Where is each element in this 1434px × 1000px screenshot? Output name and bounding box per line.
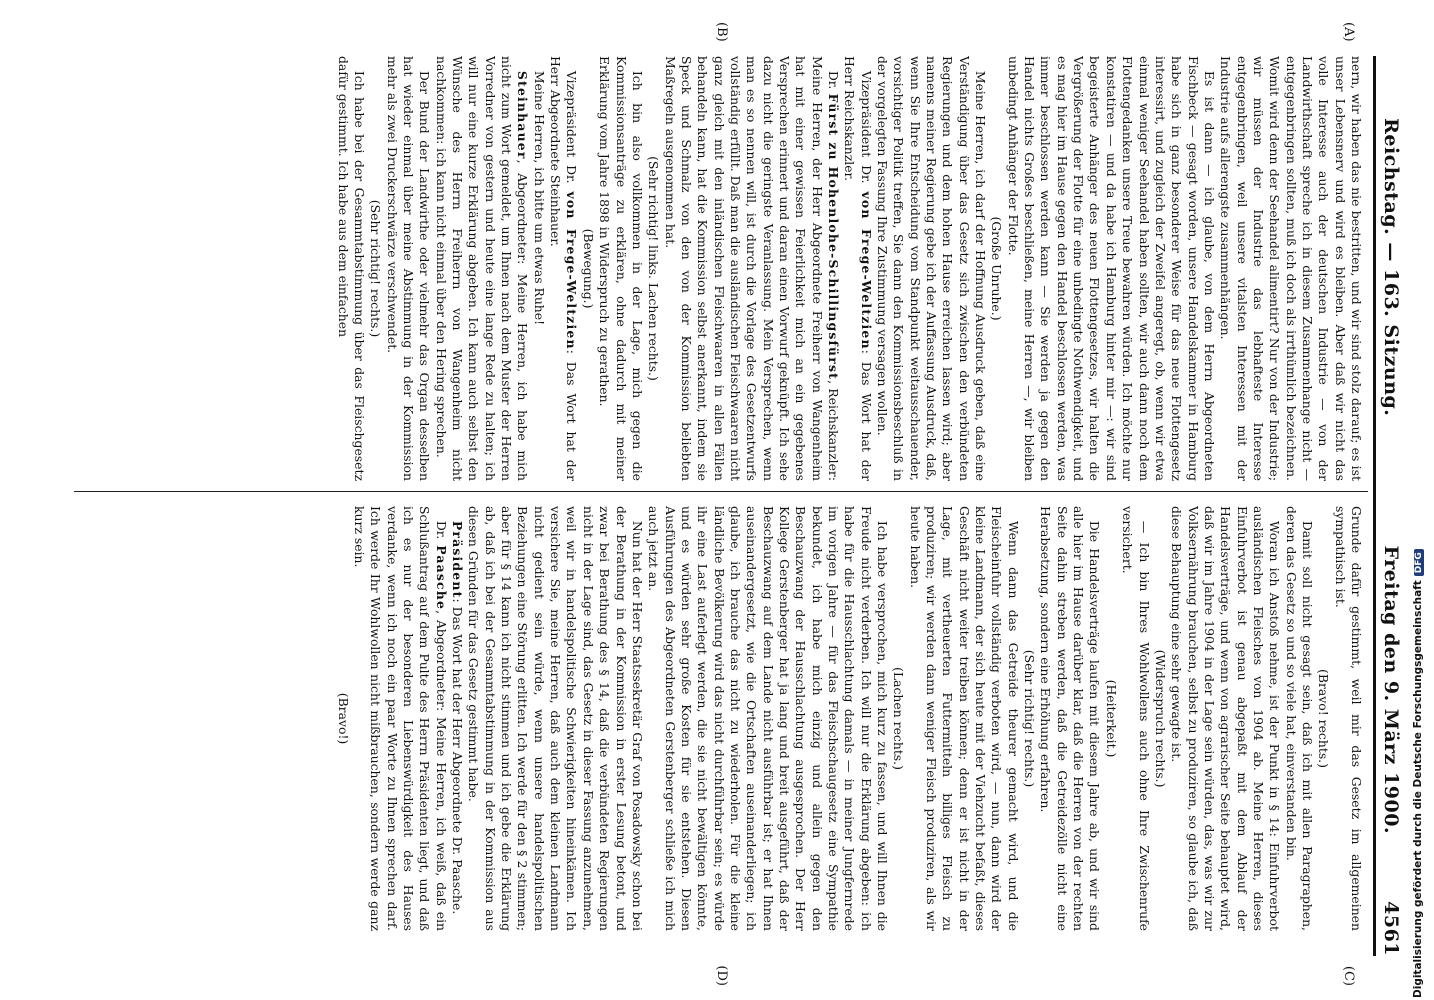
paragraph: Es ist dann — ich glaube, von dem Herrn Abgeordneten Fischbeck — gesagt worden, unsere Handelskammer in Hamburg habe sich in ganz besonderer Weise für das neue Flottengesetz interessirt, und zugleich der Zweifel angeregt, ob, wenn wir etwa einmal weniger Seehandel haben sollten, wir auch dann noch dem Flottengedanken unsere Treue bewahren würden. Ich möchte nur konstatiren — und da habe ich Hamburg hinter mir —: wir sind begeisterte Anhänger des neuen Flottengesetzes, wir halten die Vergrößerung der Flotte für eine unbedingte Nothwendigkeit, und es mag hier im Hause gegen den Handel beschlossen werden, was immer beschlossen werden kann — Sie werden ja gegen den Handel nichts Großes beschließen, meine Herren —, wir bleiben unbedingt Anhänger der Flotte.: [1005, 56, 1217, 481]
dfg-logo-icon: DFG: [1414, 549, 1424, 576]
column-divider: [74, 491, 1368, 492]
right-column: [74, 506, 1364, 931]
paragraph: Vizepräsident Dr. von Frege-Weltzien: Das Wort hat der Herr Abgeordnete Steinhauer.: [548, 56, 580, 481]
paragraph: — Ich bin Ihres Wohlwollens auch ohne Ihre Zwischenrufe versichert.: [1120, 506, 1152, 931]
paragraph: nern, wir haben das nie bestritten, und wir sind stolz darauf; es ist unser Lebensnerv und wird es bleiben. Aber daß wir nicht das volle Interesse auch der deutschen Industrie — von der Landwirthschaft spreche ich in diesem Zusammenhange nicht — entgegenbringen sollten, muß ich doch als irrthümlich bezeichnen. Womit wird denn der Seehandel alimentirt? Nur von der Industrie; wir müssen der Industrie das lebhafteste Interesse entgegenbringen, weil unsere vitalsten Interessen mit der Industrie aufs allerengste zusammenhängen.: [1218, 56, 1364, 481]
rotated-page: [34, 0, 1434, 1000]
page-number: 4561: [1380, 901, 1402, 957]
paragraph: Ich habe bei der Gesammtabstimmung über das Fleischgesetz dafür gestimmt. Ich habe aus dem einfachen: [335, 56, 368, 481]
header-rule: [1373, 56, 1376, 956]
left-column: [74, 56, 1364, 481]
footer-text: Digitalisierung gefördert durch die Deutsche Forschungsgemeinschaft: [1412, 580, 1424, 998]
paragraph: Woran ich Anstoß nehme, ist der Punkt in § 14: Einfuhrverbot ausländischen Fleisches von 1904 ab. Meine Herren, dieses Einfuhrverbot ist genau abgepaßt mit dem Ablauf der Handelsverträge, und wenn von agrarischer Seite behauptet wird, daß wir im Jahre 1904 in der Lage sein würden, das, was wir zur Volksernährung brauchen, selbst zu produziren, so glaube ich, daß diese Behauptung eine sehr gewagte ist.: [1169, 506, 1283, 931]
margin-letter-a: (A): [1341, 22, 1356, 42]
digitization-footer: [1412, 549, 1424, 998]
paragraph: (Bravo! rechts.): [1316, 669, 1332, 768]
page-header: [1380, 56, 1414, 956]
header-left-title: Reichstag. — 163. Sitzung.: [1380, 118, 1402, 417]
paragraph: (Große Unruhe.): [989, 216, 1005, 321]
paragraph: (Bravo!): [335, 692, 351, 745]
margin-letter-d: (D): [714, 965, 729, 986]
paragraph: Der Bund der Landwirthe oder vielmehr das Organ desselben hat wieder einmal über meine Abstimmung in der Kommission mehr als zwei Druckerschwärze verschwendet.: [384, 56, 433, 481]
paragraph: (Widerspruch rechts.): [1152, 649, 1168, 788]
margin-letter-b: (B): [714, 22, 729, 42]
paragraph: Ich bin also vollkommen in der Lage, mich gegen die Kommissionsanträge zu erklären, ohne dadurch mit meiner Erklärung vom Jahre 1898 in Widerspruch zu gerathen.: [597, 56, 645, 481]
paragraph: Damit soll nicht gesagt sein, daß ich mit allen Paragraphen, deren das Gesetz so und so viele hat, einverstanden bin.: [1283, 506, 1315, 931]
paragraph: (Sehr richtig! links. Lachen rechts.): [646, 156, 662, 381]
paragraph: Dr. Fürst zu Hohenlohe-Schillingsfürst, Reichskanzler: Meine Herren, der Herr Abgeordnete Freiherr von Wangenheim hat mit einer gewissen Feierlichkeit mich an ein gegebenes Versprechen erinnert und daran einen Vorwurf geknüpft. Ich sehe dazu nicht die geringste Veranlassung. Mein Versprechen, wenn man es so nennen will, ist durch die Vorlage des Gesetzentwurfs vollständig erfüllt. Daß man die ausländischen Fleischwaaren nicht ganz gleich mit den inländischen Fleischwaaren in allen Fällen behandeln kann, hat die Kommission selbst anerkannt, indem sie Speck und Schmalz von den von der Kommission beliebten Maßregeln ausgenommen hat.: [662, 56, 841, 481]
paragraph: Steinhauer, Abgeordneter: Meine Herren, ich habe mich nicht zum Wort gemeldet, um Ihnen nach dem Muster der Herren Vorredner von gestern und heute eine lange Rede zu halten; ich will nur eine kurze Erklärung abgeben. Ich kann auch selbst den Wünsche des Herrn Freiherrn von Wangenheim nicht nachkommen: ich kann nicht einmal über den Hering sprechen.: [433, 56, 531, 481]
paragraph: (Heiterkeit.): [1103, 679, 1119, 758]
paragraph: Präsident: Das Wort hat der Herr Abgeordnete Dr. Paasche.: [450, 520, 466, 915]
paragraph: Meine Herren, ich darf der Hoffnung Ausdruck geben, daß eine Verständigung über das Gesetz sich zwischen den verbündeten Regierungen und dem hohen Hause erreichen lassen wird; aber namens meiner Regierung gebe ich der Auffassung Ausdruck, daß, wenn Sie Ihre Entscheidung vom Standpunkt weitausschauender, vorsichtiger Politik treffen, Sie dann den Kommissionsbeschluß in der vorgelegten Fassung Ihre Zustimmung versagen wollen.: [875, 56, 989, 481]
paragraph: Wenn dann das Getreide theurer gemacht wird, und die Fleischeinfuhr vollständig verboten wird, — nun, dann wird der kleine Landmann, der sich heute mit der Viehzucht befaßt, dieses Geschäft nicht weiter treiben können; denn er ist nicht in der Lage, mit vertheuerten Futtermitteln billiges Fleisch zu produziren; wir werden dann weniger Fleisch produziren, als wir heute haben.: [907, 506, 1021, 931]
paragraph: Die Handelsverträge laufen mit diesem Jahre ab, und wir sind alle hier im Hause darüber klar, daß die Herren von der rechten Seite dahin streben werden, daß die Getreidezölle nicht eine Herabsetzung, sondern eine Erhöhung erfahren.: [1038, 506, 1103, 931]
paragraph: Dr. Paasche, Abgeordneter: Meine Herren, ich weiß, daß ein Schlußantrag auf dem Pulte des Herrn Präsidenten liegt, und daß ich es nur der besonderen Liebenswürdigkeit des Hauses verdanke, wenn ich noch ein paar Worte zu Ihnen sprechen darf. Ich werde Ihr Wohlwollen nicht mißbrauchen, sondern werde ganz kurz sein.: [352, 506, 449, 931]
paragraph: (Lachen rechts.): [891, 667, 907, 770]
paragraph: (Sehr richtig! rechts.): [368, 199, 384, 338]
paragraph: (Bewegung.): [580, 228, 596, 309]
paragraph: (Sehr richtig! rechts.): [1022, 649, 1038, 788]
paragraph: Meine Herren, ich bitte um etwas Ruhe!: [531, 70, 547, 326]
header-right-title: Freitag den 9. März 1900.: [1380, 545, 1402, 835]
paragraph: Grunde dafür gestimmt, weil mir das Gesetz im allgemeinen sympathisch ist.: [1332, 506, 1364, 931]
paragraph: Nun hat der Herr Staatssekretär Graf von Posadowsky schon bei der Berathung in der Kommission in erster Lesung betont, und zwar bei Berathung des § 14, daß die verbündeten Regierungen nicht in der Lage sind, das Gesetz in dieser Fassung anzunehmen, weil wir in handelspolitische Schwierigkeiten hineinkämen. Ich versichere Sie, meine Herren, daß auch dem kleinen Landmann nicht gedient sein würde, wenn unsere handelspolitischen Beziehungen eine Störung erlitten. Ich werde für den § 2 stimmen; aber für § 14 kann ich nicht stimmen und ich gebe die Erklärung ab, daß ich bei der Gesammtabstimmung in der Kommission aus diesen Gründen für das Gesetz gestimmt habe.: [466, 506, 645, 931]
margin-letter-c: (C): [1341, 965, 1356, 986]
paragraph: Ich habe versprochen, mich kurz zu fassen, und will Ihnen die Freude nicht verderben. Ich will nur die Erklärung abgeben: ich habe für die Hausschlachtung damals — in meiner Jungfernrede im vorigen Jahre — für das Fleischschaugesetz eine Sympathie bekundet, ich habe mich einzig und allein gegen den Beschauzwang der Hausschlachtung ausgesprochen. Der Herr Kollege Gerstenberger hat ja lang und breit ausgeführt, daß der Beschauzwang auf dem Lande nicht ausführbar ist; er hat Ihnen auseinandergesetzt, wie die Ortschaften auseinanderliegen; ich glaube, ich brauche das nicht zu wiederholen. Für die kleine ländliche Bevölkerung wird das nicht durchführbar sein; es würde ihr eine Last auferlegt werden, die sie nicht bewältigen könnte, und es würden sehr große Kosten für sie entstehen. Diesen Ausführungen des Abgeordneten Gerstenberger schließe ich mich auch jetzt an.: [646, 506, 891, 931]
paragraph: Vizepräsident Dr. von Frege-Weltzien: Das Wort hat der Herr Reichskanzler.: [842, 56, 874, 481]
